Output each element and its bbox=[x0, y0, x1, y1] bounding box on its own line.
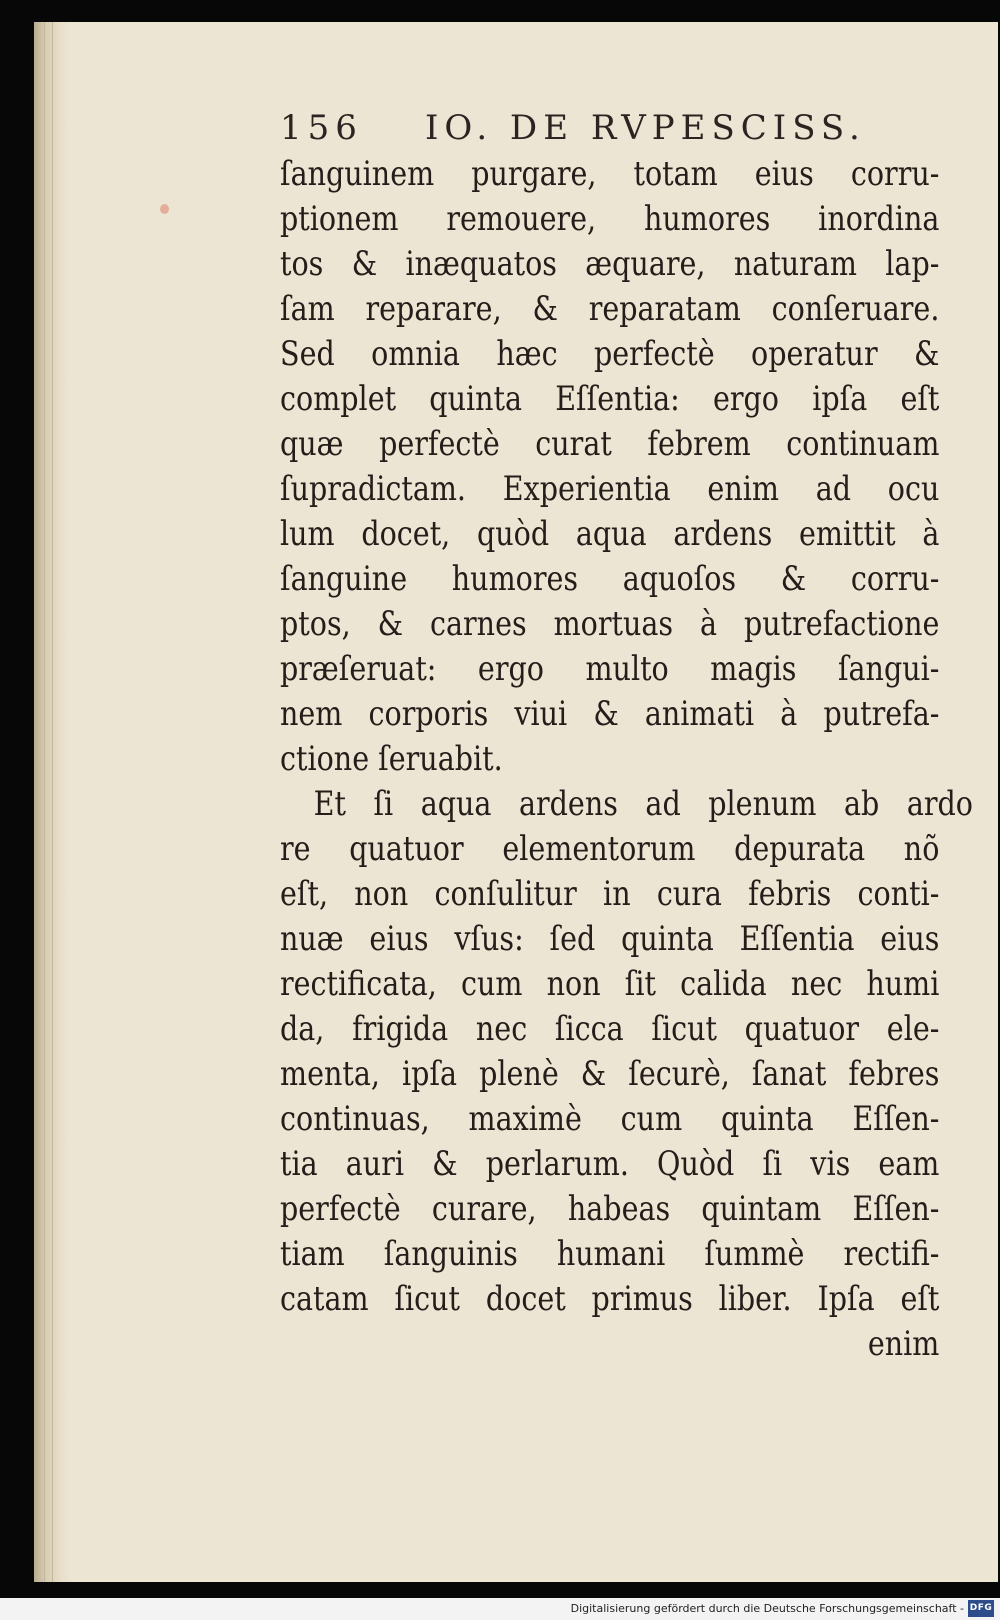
text-line: ſanguinem purgare, totam eius corru‑ bbox=[280, 154, 940, 194]
text-line: menta, ipſa plenè & ſecurè, ſanat febres bbox=[280, 1054, 940, 1094]
text-line: ctione ſeruabit. bbox=[280, 739, 503, 779]
text-line: ſam reparare, & reparatam conſeruare. bbox=[280, 289, 940, 329]
page-edge-line bbox=[44, 22, 45, 1582]
running-head bbox=[280, 106, 940, 150]
dfg-logo-icon: DFG bbox=[968, 1600, 994, 1617]
text-line: quæ perfectè curat febrem continuam bbox=[280, 424, 940, 464]
text-line: Sed omnia hæc perfectè operatur & bbox=[280, 334, 940, 374]
body-text bbox=[280, 152, 974, 1367]
text-line: nuæ eius vſus: ſed quinta Eſſentia eius bbox=[280, 919, 940, 959]
text-line: ptos, & carnes mortuas à putrefactione bbox=[280, 604, 940, 644]
footer-credit: Digitalisierung gefördert durch die Deutsche Forschungsgemeinschaft - bbox=[570, 1602, 964, 1615]
running-title: IO. DE RVPESCISS. bbox=[425, 108, 866, 148]
text-line: ſanguine humores aquoſos & corru‑ bbox=[280, 559, 940, 599]
text-line: ſupradictam. Experientia enim ad ocu bbox=[280, 469, 940, 509]
text-line: præſeruat: ergo multo magis ſangui‑ bbox=[280, 649, 940, 689]
text-line: Et ſi aqua ardens ad plenum ab ardo bbox=[313, 784, 974, 824]
text-line: continuas, maximè cum quinta Eſſen‑ bbox=[280, 1099, 940, 1139]
text-line: eſt, non conſulitur in cura febris conti‑ bbox=[280, 874, 940, 914]
page-edge-line bbox=[52, 22, 53, 1582]
text-line: ptionem remouere, humores inordina bbox=[280, 199, 940, 239]
text-line: re quatuor elementorum depurata nõ bbox=[280, 829, 940, 869]
catchword: enim bbox=[867, 1324, 940, 1364]
text-line: complet quinta Eſſentia: ergo ipſa eſt bbox=[280, 379, 940, 419]
text-line: tos & inæquatos æquare, naturam lap‑ bbox=[280, 244, 940, 284]
text-line: da, frigida nec ſicca ſicut quatuor ele‑ bbox=[280, 1009, 940, 1049]
text-line: perfectè curare, habeas quintam Eſſen‑ bbox=[280, 1189, 940, 1229]
text-line: lum docet, quòd aqua ardens emittit à bbox=[280, 514, 940, 554]
digitization-footer bbox=[0, 1598, 1000, 1620]
paper-stain bbox=[160, 204, 169, 214]
text-line: tia auri & perlarum. Quòd ſi vis eam bbox=[280, 1144, 940, 1184]
text-line: tiam ſanguinis humani ſummè rectifi‑ bbox=[280, 1234, 940, 1274]
text-line: catam ſicut docet primus liber. Ipſa eſt bbox=[280, 1279, 940, 1319]
text-line: rectificata, cum non ſit calida nec humi bbox=[280, 964, 940, 1004]
page-number: 156 bbox=[280, 108, 363, 148]
text-line: nem corporis viui & animati à putrefa‑ bbox=[280, 694, 940, 734]
